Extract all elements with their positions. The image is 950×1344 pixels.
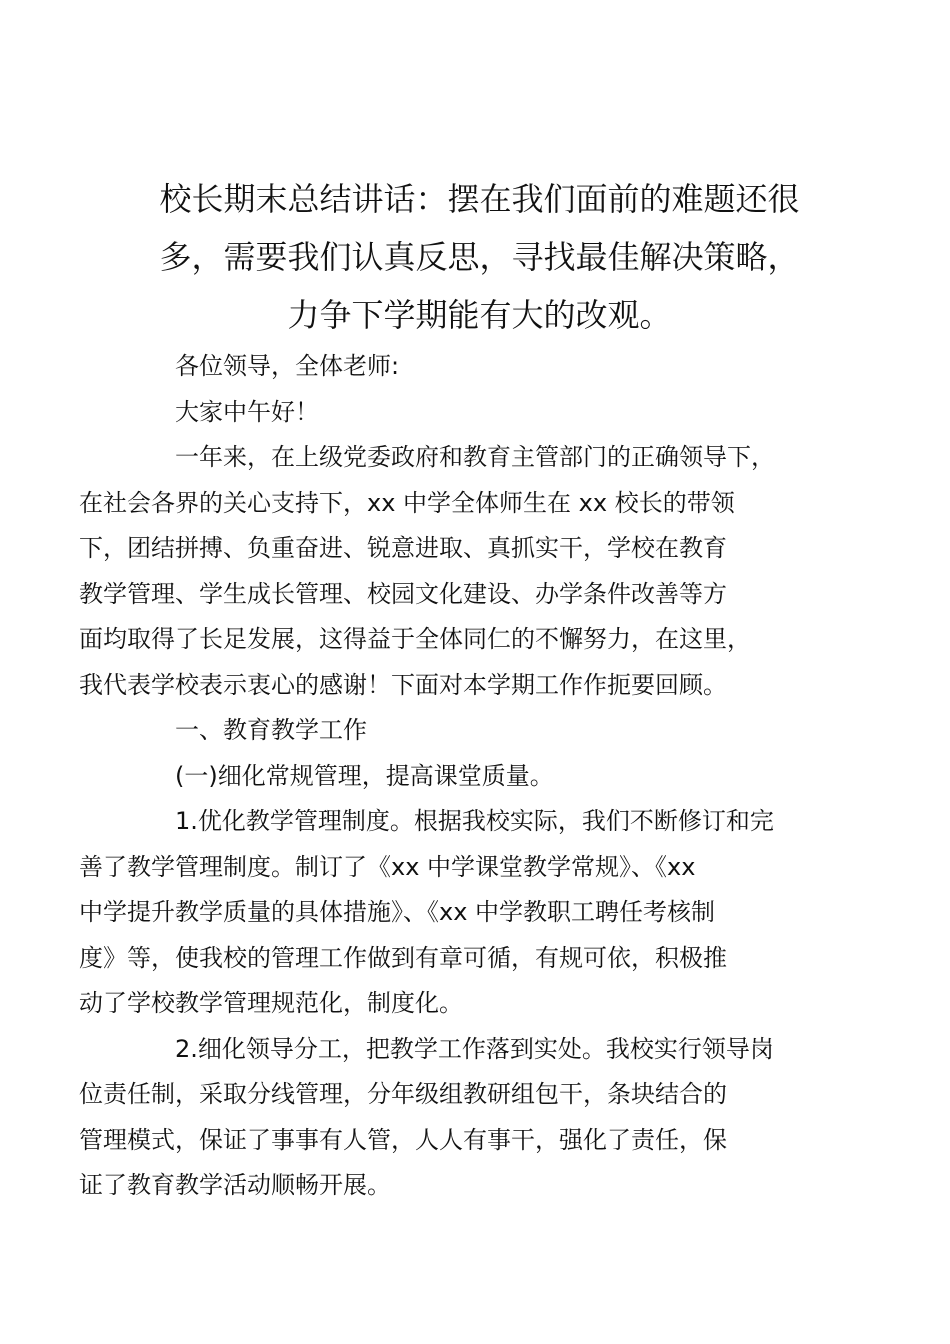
paragraph-line: 在社会各界的关心支持下，xx 中学全体师生在 xx 校长的带领: [79, 488, 735, 517]
title-line: 力争下学期能有大的改观。: [287, 296, 672, 334]
paragraph-line: 2.细化领导分工，把教学工作落到实处。我校实行领导岗: [175, 1034, 774, 1063]
paragraph-line: 位责任制，采取分线管理，分年级组教研组包干，条块结合的: [79, 1080, 727, 1108]
paragraph-line: 下，团结拼搏、负重奋进、锐意进取、真抓实干，学校在教育: [79, 534, 727, 562]
document-title: [127, 170, 832, 344]
item-1-paragraph: [79, 799, 832, 1027]
paragraph-line: 面均取得了长足发展，这得益于全体同仁的不懈努力，在这里，: [79, 625, 751, 653]
paragraph-line: 中学提升教学质量的具体措施》、《xx 中学教职工聘任考核制: [79, 898, 716, 926]
paragraph-line: 我代表学校表示衷心的感谢！下面对本学期工作作扼要回顾。: [79, 670, 727, 699]
greeting: 大家中午好！: [175, 397, 319, 426]
paragraph-line: 证了教育教学活动顺畅开展。: [79, 1171, 391, 1199]
paragraph-line: 度》等，使我校的管理工作做到有章可循，有规可依，积极推: [79, 943, 727, 972]
item-2-paragraph: [79, 1027, 832, 1209]
title-line: 多，需要我们认真反思，寻找最佳解决策略，: [159, 238, 800, 276]
intro-paragraph: [79, 435, 832, 708]
paragraph-line: 1.优化教学管理制度。根据我校实际，我们不断修订和完: [175, 807, 774, 835]
paragraph-line: 教学管理、学生成长管理、校园文化建设、办学条件改善等方: [79, 579, 727, 608]
paragraph-line: 动了学校教学管理规范化，制度化。: [79, 989, 463, 1017]
section-heading: 一、教育教学工作: [175, 716, 367, 744]
subsection-heading: (一)细化常规管理，提高课堂质量。: [175, 761, 554, 790]
paragraph-line: 一年来，在上级党委政府和教育主管部门的正确领导下，: [175, 443, 775, 471]
paragraph-line: 管理模式，保证了事事有人管，人人有事干，强化了责任，保: [79, 1125, 727, 1154]
title-line: 校长期末总结讲话：摆在我们面前的难题还很: [159, 180, 800, 218]
salutation: 各位领导，全体老师:: [175, 352, 400, 380]
document-body: [79, 170, 832, 1209]
paragraph-line: 善了教学管理制度。制订了《xx 中学课堂教学常规》、《xx: [79, 852, 696, 881]
